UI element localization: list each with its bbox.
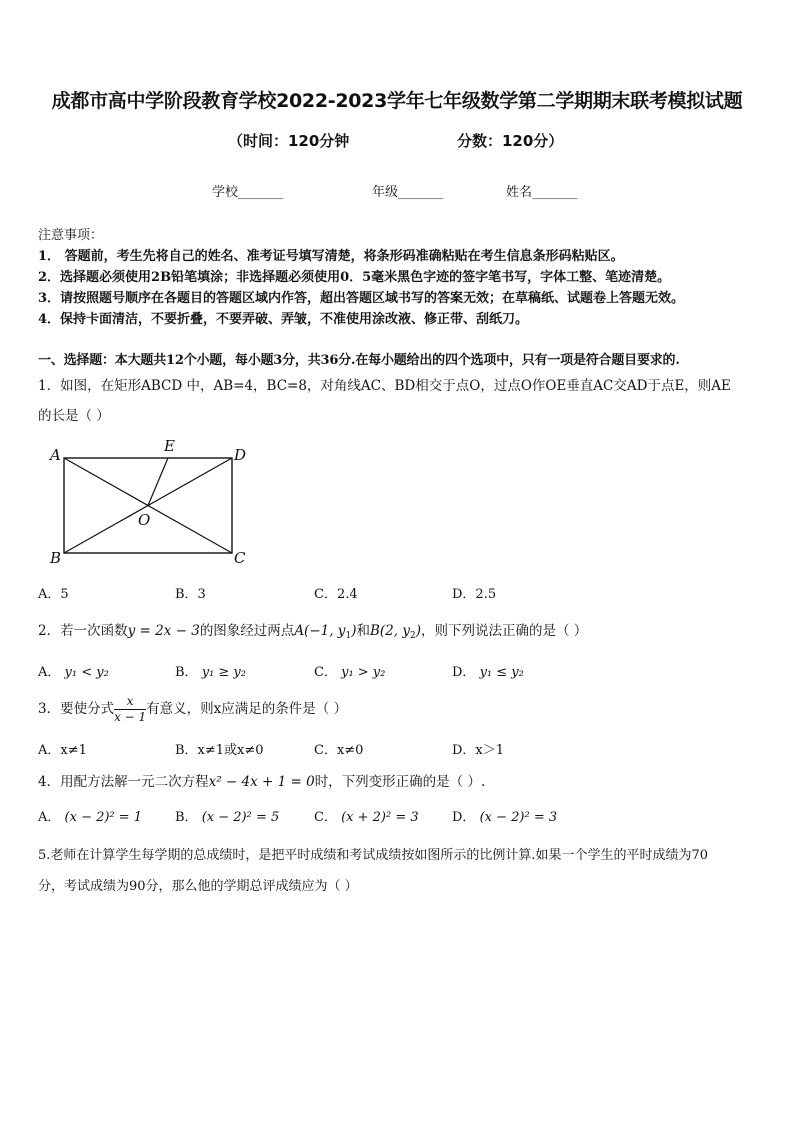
q2-function: y = 2x − 3 bbox=[127, 623, 200, 639]
notice-item: 1． 答题前，考生先将自己的姓名、准考证号填写清楚，将条形码准确粘贴在考生信息条形码粘贴区。 bbox=[38, 249, 624, 264]
label-o: O bbox=[138, 511, 151, 529]
segment-oe bbox=[148, 458, 168, 506]
q3-option-b: B．x≠1或x≠0 bbox=[175, 743, 264, 758]
label-c: C bbox=[234, 549, 246, 567]
q1-option-a: A．5 bbox=[38, 587, 69, 602]
q4-pre: 4．用配方法解一元二次方程 bbox=[38, 774, 209, 790]
question-4-text bbox=[38, 770, 485, 790]
question-5-text-2: 分，考试成绩为90分，那么他的学期总评成绩应为（ ） bbox=[38, 879, 358, 894]
q3-fraction: $\frac{x}{x - 1}$ bbox=[114, 694, 147, 724]
q4-option-d: D． (x − 2)² = 3 bbox=[452, 810, 558, 825]
q1-option-c: C．2.4 bbox=[314, 587, 358, 602]
q2-option-b: B． y₁ ≥ y₂ bbox=[175, 665, 246, 680]
q4-post: 时，下列变形正确的是（ ）. bbox=[314, 774, 486, 790]
school-field: 学校_______ bbox=[212, 185, 284, 200]
q4-option-b: B． (x − 2)² = 5 bbox=[175, 810, 280, 825]
q2-option-d: D． y₁ ≤ y₂ bbox=[452, 665, 524, 680]
q2-point-a: A(−1, $y_1$) bbox=[294, 623, 357, 641]
q2-option-a: A． y₁ < y₂ bbox=[38, 665, 109, 680]
question-1-text: 1．如图，在矩形ABCD 中，AB=4，BC=8，对角线AC、BD相交于点O，过点O作OE垂直AC交AD于点E，则AE bbox=[38, 378, 731, 394]
q4-equation: x² − 4x + 1 = 0 bbox=[208, 774, 315, 790]
question-3-text bbox=[38, 694, 347, 725]
q2-post: ，则下列说法正确的是（ ） bbox=[420, 623, 588, 639]
label-d: D bbox=[234, 446, 247, 464]
q4-option-a: A． (x − 2)² = 1 bbox=[38, 810, 143, 825]
notice-item: 2．选择题必须使用2B铅笔填涂；非选择题必须使用0．5毫米黑色字迹的签字笔书写，字体工整、笔迹清楚。 bbox=[38, 270, 671, 285]
exam-score: 分数：120分） bbox=[457, 132, 564, 150]
question-2-text bbox=[38, 619, 587, 641]
q2-and: 和 bbox=[356, 623, 370, 639]
q4-option-c: C． (x + 2)² = 3 bbox=[314, 810, 419, 825]
label-e: E bbox=[164, 437, 175, 455]
grade-field: 年级_______ bbox=[372, 185, 444, 200]
q3-option-d: D．x＞1 bbox=[452, 743, 505, 758]
page-title: 成都市高中学阶段教育学校2022-2023学年七年级数学第二学期期末联考模拟试题 bbox=[51, 90, 743, 112]
q1-option-d: D．2.5 bbox=[452, 587, 497, 602]
q3-pre: 3．要使分式 bbox=[38, 701, 115, 717]
notice-item: 4．保持卡面清洁，不要折叠，不要弄破、弄皱，不准使用涂改液、修正带、刮纸刀。 bbox=[38, 312, 529, 327]
q2-point-b: B(2, $y_2$) bbox=[369, 623, 421, 641]
question-1-text-2: 的长是（ ） bbox=[38, 408, 110, 424]
q1-option-b: B．3 bbox=[175, 587, 206, 602]
q3-post: 有意义，则x应满足的条件是（ ） bbox=[146, 701, 348, 717]
q2-mid: 的图象经过两点 bbox=[199, 623, 295, 639]
notice-item: 3．请按照题号顺序在各题目的答题区域内作答，超出答题区域书写的答案无效；在草稿纸、试题卷上答题无效。 bbox=[38, 291, 685, 306]
section-heading: 一、选择题：本大题共12个小题，每小题3分，共36分.在每小题给出的四个选项中，只有一项是符合题目要求的. bbox=[38, 353, 680, 368]
q3-option-a: A．x≠1 bbox=[38, 743, 87, 758]
q3-option-c: C．x≠0 bbox=[314, 743, 364, 758]
question-5-text: 5.老师在计算学生每学期的总成绩时，是把平时成绩和考试成绩按如图所示的比例计算.如果一个学生的平时成绩为70 bbox=[38, 848, 709, 863]
label-a: A bbox=[50, 446, 61, 464]
q2-option-c: C． y₁ > y₂ bbox=[314, 665, 386, 680]
rectangle-figure bbox=[40, 432, 260, 572]
name-field: 姓名_______ bbox=[506, 185, 578, 200]
label-b: B bbox=[50, 549, 62, 567]
q2-pre: 2．若一次函数 bbox=[38, 623, 128, 639]
exam-time: （时间：120分钟 bbox=[228, 132, 350, 150]
notice-heading: 注意事项： bbox=[38, 228, 104, 243]
